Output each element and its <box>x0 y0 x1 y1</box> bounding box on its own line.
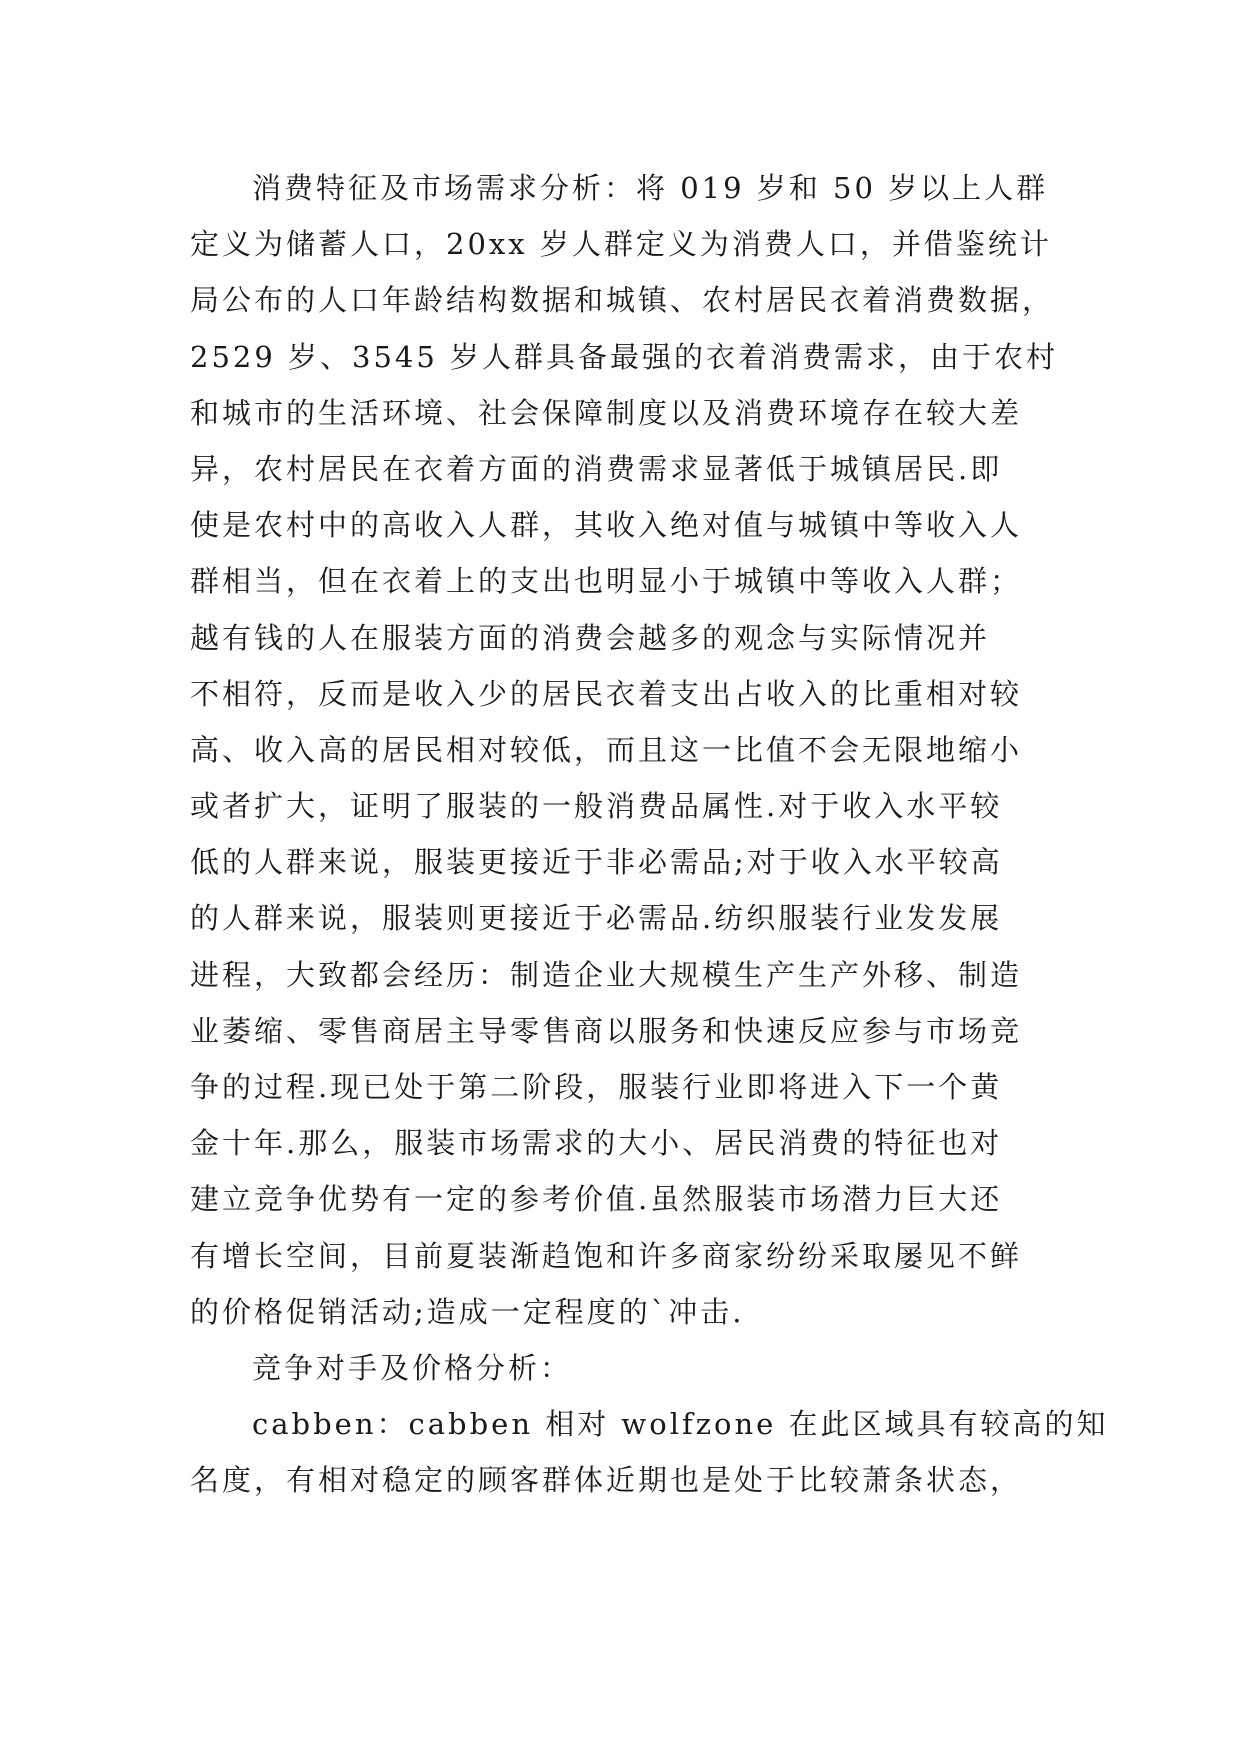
text-line: 不相符，反而是收入少的居民衣着支出占收入的比重相对较 <box>190 676 1023 711</box>
text-line: 争的过程.现已处于第二阶段，服装行业即将进入下一个黄 <box>190 1070 1003 1104</box>
text-line: 使是农村中的高收入人群，其收入绝对值与城镇中等收入人 <box>190 508 1023 543</box>
text-line: 2529 岁、3545 岁人群具备最强的衣着消费需求，由于农村 <box>190 339 1059 374</box>
text-line: 有增长空间，目前夏装渐趋饱和许多商家纷纷采取屡见不鲜 <box>190 1238 1023 1273</box>
body-text <box>190 160 1109 1509</box>
text-line: 名度，有相对稳定的顾客群体近期也是处于比较萧条状态， <box>190 1463 1023 1498</box>
text-line: 低的人群来说，服装更接近于非必需品;对于收入水平较高 <box>190 845 1003 880</box>
text-line: 建立竞争优势有一定的参考价值.虽然服装市场潜力巨大还 <box>190 1182 1003 1217</box>
section-heading: 竞争对手及价格分析： <box>252 1350 573 1385</box>
text-line: 或者扩大，证明了服装的一般消费品属性.对于收入水平较 <box>190 789 1003 824</box>
text-line: 局公布的人口年龄结构数据和城镇、农村居民衣着消费数据， <box>190 283 1055 318</box>
text-line: cabben：cabben 相对 wolfzone 在此区域具有较高的知 <box>252 1407 1109 1442</box>
text-line: 定义为储蓄人口，20xx 岁人群定义为消费人口，并借鉴统计 <box>190 227 1052 262</box>
text-line: 业萎缩、零售商居主导零售商以服务和快速反应参与市场竞 <box>190 1013 1023 1048</box>
text-line: 的价格促销活动;造成一定程度的`冲击. <box>190 1294 745 1329</box>
text-line: 越有钱的人在服装方面的消费会越多的观念与实际情况并 <box>190 620 991 655</box>
text-line: 异，农村居民在衣着方面的消费需求显著低于城镇居民.即 <box>190 451 1003 486</box>
text-line: 金十年.那么，服装市场需求的大小、居民消费的特征也对 <box>190 1126 1003 1161</box>
text-line: 群相当，但在衣着上的支出也明显小于城镇中等收入人群； <box>190 564 1023 599</box>
text-line: 消费特征及市场需求分析：将 019 岁和 50 岁以上人群 <box>252 171 1049 205</box>
text-line: 和城市的生活环境、社会保障制度以及消费环境存在较大差 <box>190 395 1023 430</box>
text-line: 进程，大致都会经历：制造企业大规模生产生产外移、制造 <box>190 957 1023 992</box>
text-line: 的人群来说，服装则更接近于必需品.纺织服装行业发发展 <box>190 901 1003 936</box>
text-line: 高、收入高的居民相对较低，而且这一比值不会无限地缩小 <box>190 732 1023 767</box>
